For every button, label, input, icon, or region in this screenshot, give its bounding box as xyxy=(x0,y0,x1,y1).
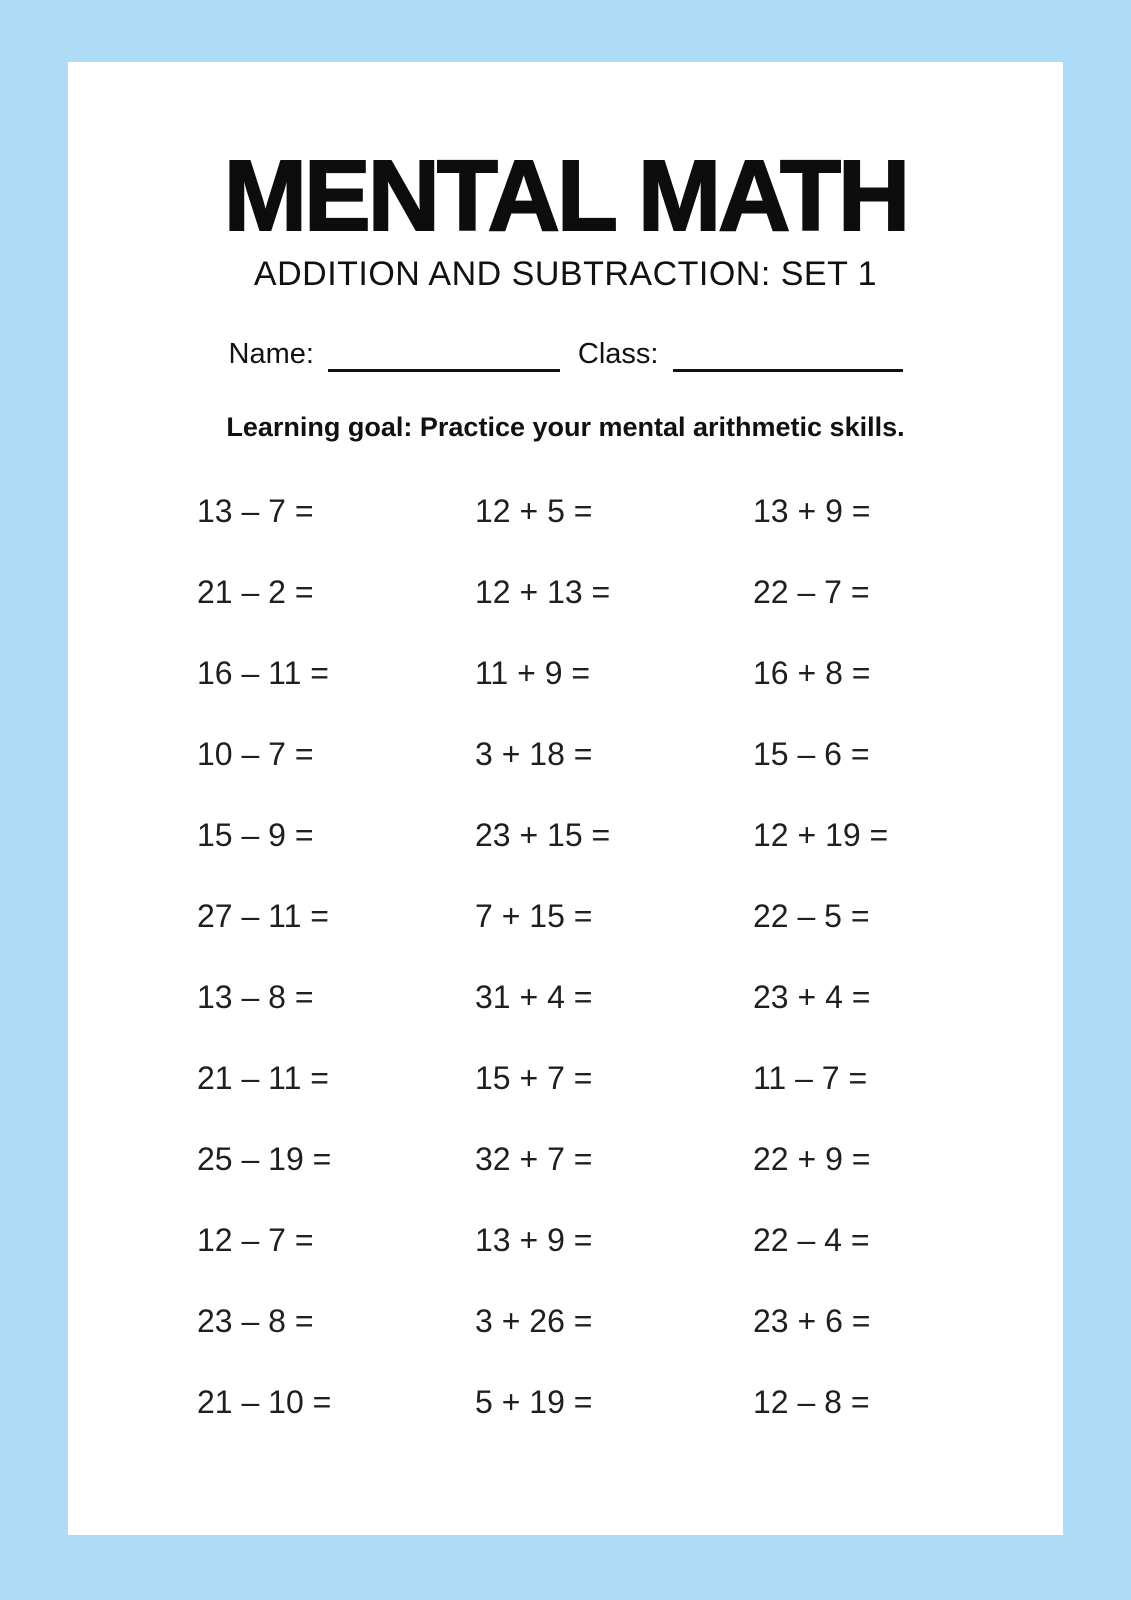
problem-cell: 22 – 4 = xyxy=(753,1221,870,1258)
class-label: Class: xyxy=(577,337,659,370)
problem-cell: 11 – 7 = xyxy=(753,1059,868,1096)
problem-cell: 23 + 15 = xyxy=(475,816,611,853)
problem-cell: 12 + 19 = xyxy=(753,816,889,853)
problem-cell: 11 + 9 = xyxy=(475,654,591,691)
problem-cell: 10 – 7 = xyxy=(197,735,314,772)
problem-cell: 22 + 9 = xyxy=(753,1140,871,1177)
problem-cell: 12 – 7 = xyxy=(197,1221,314,1258)
problem-cell: 25 – 19 = xyxy=(197,1140,332,1177)
problem-cell: 3 + 18 = xyxy=(475,735,593,772)
problem-cell: 12 + 13 = xyxy=(475,573,611,610)
problem-cell: 15 – 9 = xyxy=(197,816,314,853)
problem-cell: 3 + 26 = xyxy=(475,1302,593,1339)
page-title: MENTAL MATH xyxy=(223,140,908,252)
problem-cell: 7 + 15 = xyxy=(475,897,593,934)
learning-goal: Learning goal: Practice your mental arithmetic skills. xyxy=(226,411,905,442)
problem-cell: 22 – 7 = xyxy=(753,573,870,610)
problem-cell: 21 – 10 = xyxy=(197,1383,332,1420)
problem-cell: 13 + 9 = xyxy=(753,492,871,529)
problem-cell: 22 – 5 = xyxy=(753,897,870,934)
problem-cell: 13 – 7 = xyxy=(197,492,314,529)
name-fill-line xyxy=(328,339,560,372)
problem-cell: 31 + 4 = xyxy=(475,978,593,1015)
problem-cell: 27 – 11 = xyxy=(197,897,329,934)
problem-cell: 21 – 2 = xyxy=(197,573,314,610)
problem-cell: 21 – 11 = xyxy=(197,1059,329,1096)
problem-cell: 15 – 6 = xyxy=(753,735,870,772)
problem-cell: 16 – 11 = xyxy=(197,654,329,691)
problem-cell: 13 + 9 = xyxy=(475,1221,593,1258)
name-label: Name: xyxy=(228,337,314,370)
name-class-row xyxy=(68,337,1063,372)
problem-cell: 12 + 5 = xyxy=(475,492,593,529)
problem-cell: 23 + 6 = xyxy=(753,1302,871,1339)
page-subtitle: ADDITION AND SUBTRACTION: SET 1 xyxy=(253,255,878,293)
problem-cell: 13 – 8 = xyxy=(197,978,314,1015)
problem-cell: 16 + 8 = xyxy=(753,654,871,691)
problem-cell: 23 – 8 = xyxy=(197,1302,314,1339)
worksheet-page xyxy=(68,62,1063,1535)
problem-cell: 12 – 8 = xyxy=(753,1383,870,1420)
problem-cell: 23 + 4 = xyxy=(753,978,871,1015)
problem-cell: 5 + 19 = xyxy=(475,1383,593,1420)
problem-cell: 32 + 7 = xyxy=(475,1140,593,1177)
problems-grid xyxy=(68,493,1063,1465)
problem-cell: 15 + 7 = xyxy=(475,1059,593,1096)
class-fill-line xyxy=(673,339,903,372)
